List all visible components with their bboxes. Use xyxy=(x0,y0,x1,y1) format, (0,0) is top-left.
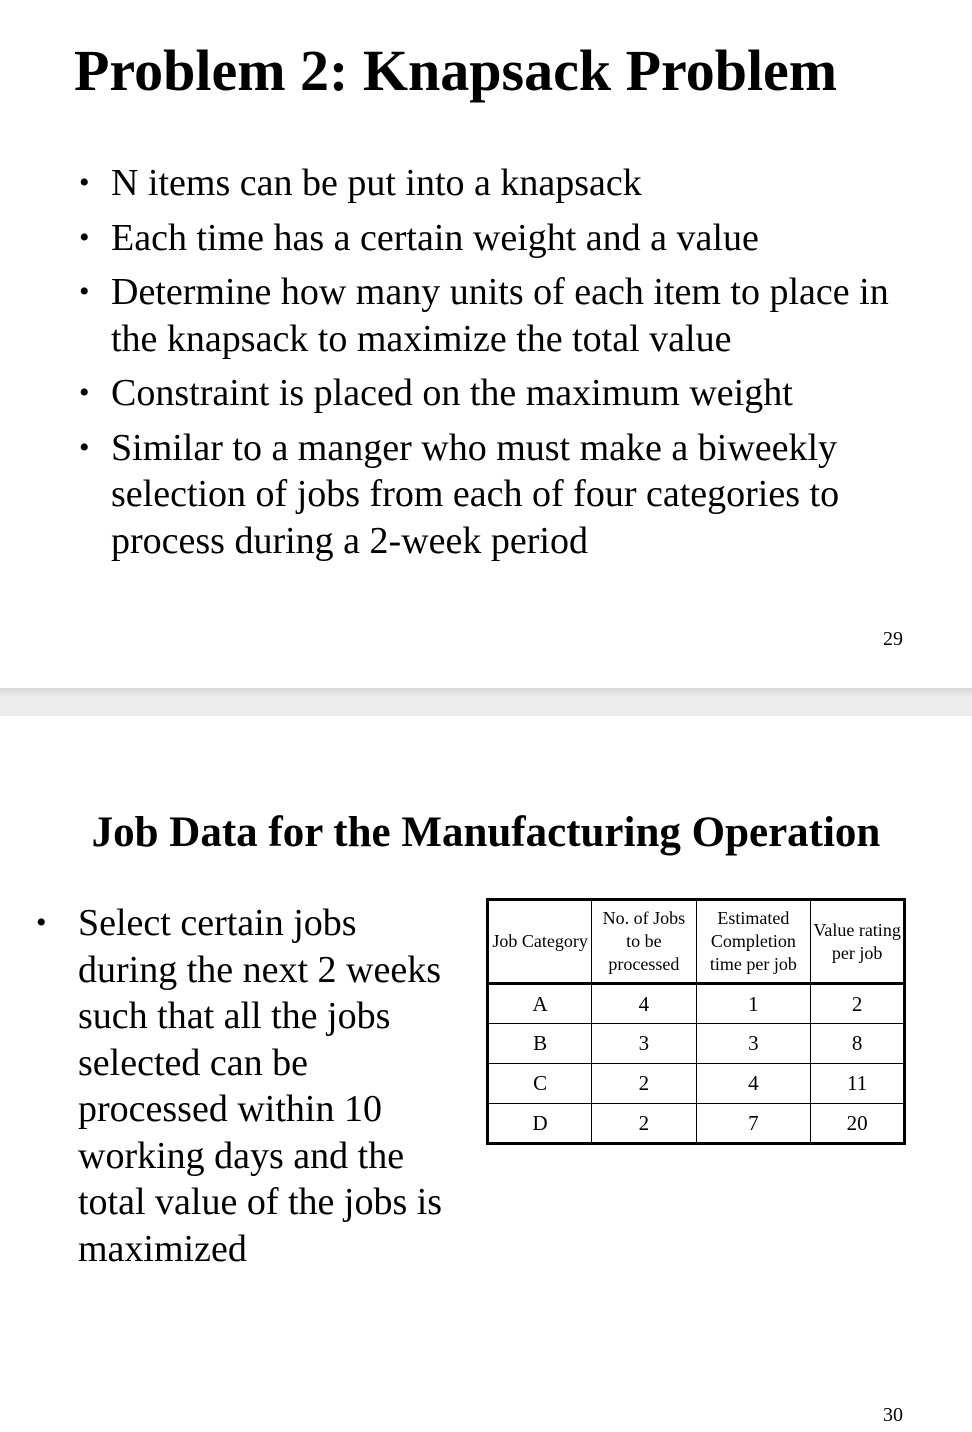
table-cell: 11 xyxy=(811,1064,905,1104)
bullet-text: N items can be put into a knapsack xyxy=(111,162,642,204)
table-cell: D xyxy=(488,1104,592,1144)
table-cell: 8 xyxy=(811,1024,905,1064)
bullet-item xyxy=(36,900,456,1272)
bullet-text: Select certain jobs during the next 2 weeks such that all the jobs selected can be processed within 10 working days and the total value of the jobs is maximized xyxy=(78,902,443,1270)
bullet-icon: • xyxy=(79,220,90,254)
table-row xyxy=(488,1104,905,1144)
bullet-text: Each time has a certain weight and a value xyxy=(111,216,759,259)
table-cell: 3 xyxy=(696,1024,811,1064)
bullet-text: Constraint is placed on the maximum weight xyxy=(111,372,793,414)
bullet-list xyxy=(74,160,894,572)
bullet-icon: • xyxy=(79,430,90,464)
table-row xyxy=(488,1064,905,1104)
bullet-icon: • xyxy=(79,166,90,199)
slide-title: Problem 2: Knapsack Problem xyxy=(74,38,838,103)
bullet-item xyxy=(74,269,894,362)
bullet-icon: • xyxy=(79,275,90,308)
header-completion-time: Estimated Completion time per job xyxy=(696,900,811,984)
table-cell: 20 xyxy=(811,1104,905,1144)
table-cell: 2 xyxy=(811,984,905,1024)
slide-title: Job Data for the Manufacturing Operation xyxy=(91,809,881,856)
bullet-text: Determine how many units of each item to place in the knapsack to maximize the total value xyxy=(111,271,889,360)
table-cell: 4 xyxy=(592,984,696,1024)
header-job-category: Job Category xyxy=(488,900,592,984)
bullet-item xyxy=(74,425,894,565)
table-cell: A xyxy=(488,984,592,1024)
bullet-text: Similar to a manger who must make a biweekly selection of jobs from each of four categories to process during a 2-week period xyxy=(111,426,840,562)
table-cell: 2 xyxy=(592,1104,696,1144)
table-cell: 4 xyxy=(696,1064,811,1104)
bullet-icon: • xyxy=(36,906,47,939)
job-data-table xyxy=(486,898,906,1145)
table-row xyxy=(488,984,905,1024)
table-row xyxy=(488,1024,905,1064)
slide-separator xyxy=(0,688,972,716)
table-cell: 7 xyxy=(696,1104,811,1144)
bullet-item xyxy=(74,370,894,417)
header-value-rating: Value rating per job xyxy=(811,900,905,984)
bullet-item xyxy=(74,160,894,207)
header-jobs-to-be-processed: No. of Jobs to be processed xyxy=(592,900,696,984)
slide-29 xyxy=(0,0,972,688)
table-cell: C xyxy=(488,1064,592,1104)
table-cell: B xyxy=(488,1024,592,1064)
table-cell: 3 xyxy=(592,1024,696,1064)
table-cell: 1 xyxy=(696,984,811,1024)
page-number: 30 xyxy=(883,1404,903,1426)
page-number: 29 xyxy=(883,628,903,650)
table-header-row xyxy=(488,900,905,984)
bullet-item xyxy=(74,215,894,262)
table-cell: 2 xyxy=(592,1064,696,1104)
bullet-icon: • xyxy=(79,376,90,409)
slide-30 xyxy=(0,716,972,1432)
